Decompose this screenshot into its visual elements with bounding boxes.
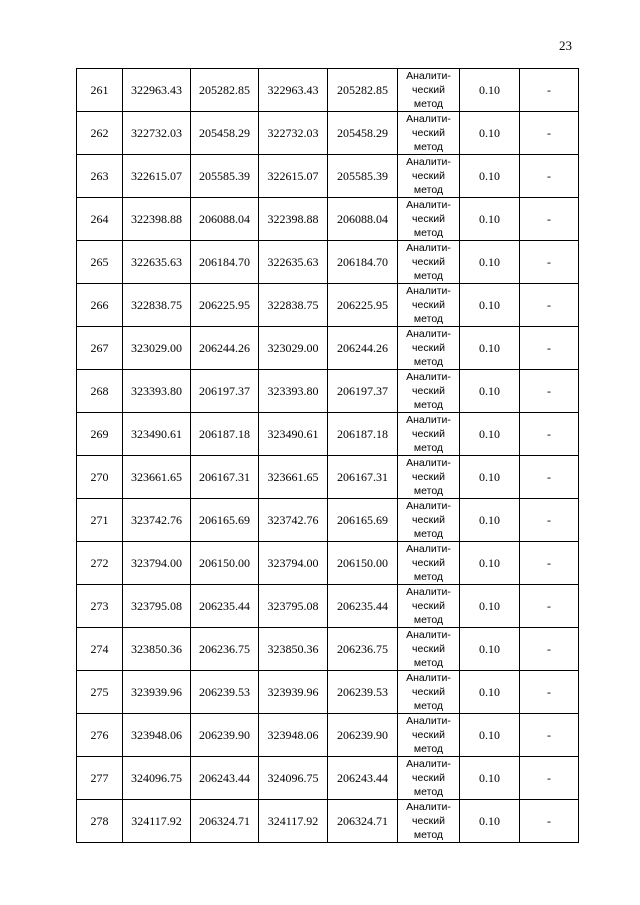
note-cell: -	[520, 284, 579, 327]
x-existing-cell: 322963.43	[123, 69, 191, 112]
y-refined-cell: 206197.37	[328, 370, 398, 413]
method-text-line: Аналити-	[406, 414, 451, 426]
note-cell: -	[520, 112, 579, 155]
table-row	[77, 499, 579, 542]
note-cell: -	[520, 413, 579, 456]
method-cell	[398, 241, 460, 284]
table-body	[77, 69, 579, 843]
method-text-line: Аналити-	[406, 801, 451, 813]
y-refined-cell: 205585.39	[328, 155, 398, 198]
method-text-line: ческий	[412, 600, 445, 612]
accuracy-cell: 0.10	[460, 370, 520, 413]
note-cell: -	[520, 69, 579, 112]
method-text-line: ческий	[412, 385, 445, 397]
note-cell: -	[520, 542, 579, 585]
x-existing-cell: 323393.80	[123, 370, 191, 413]
table-row	[77, 284, 579, 327]
x-existing-cell: 322615.07	[123, 155, 191, 198]
x-refined-cell: 323795.08	[259, 585, 328, 628]
table-row	[77, 241, 579, 284]
method-text-line: Аналити-	[406, 457, 451, 469]
x-existing-cell: 322635.63	[123, 241, 191, 284]
x-existing-cell: 323948.06	[123, 714, 191, 757]
point-number-cell: 271	[77, 499, 123, 542]
y-refined-cell: 206324.71	[328, 800, 398, 843]
note-cell: -	[520, 155, 579, 198]
method-text-line: Аналити-	[406, 199, 451, 211]
method-text-line: ческий	[412, 471, 445, 483]
method-text-line: Аналити-	[406, 156, 451, 168]
method-text-line: Аналити-	[406, 500, 451, 512]
x-existing-cell: 323029.00	[123, 327, 191, 370]
table-row	[77, 757, 579, 800]
y-refined-cell: 206235.44	[328, 585, 398, 628]
method-text-line: метод	[413, 399, 444, 411]
table-row	[77, 800, 579, 843]
method-text-line: ческий	[412, 84, 445, 96]
method-text-line: ческий	[412, 428, 445, 440]
accuracy-cell: 0.10	[460, 499, 520, 542]
x-refined-cell: 322732.03	[259, 112, 328, 155]
table-row	[77, 198, 579, 241]
method-text-line: ческий	[412, 557, 445, 569]
table-row	[77, 671, 579, 714]
y-existing-cell: 206150.00	[191, 542, 259, 585]
y-refined-cell: 205458.29	[328, 112, 398, 155]
method-text-line: ческий	[412, 729, 445, 741]
x-refined-cell: 323742.76	[259, 499, 328, 542]
table-row	[77, 456, 579, 499]
accuracy-cell: 0.10	[460, 542, 520, 585]
x-refined-cell: 323948.06	[259, 714, 328, 757]
accuracy-cell: 0.10	[460, 714, 520, 757]
x-existing-cell: 323939.96	[123, 671, 191, 714]
method-text-line: метод	[413, 829, 444, 841]
note-cell: -	[520, 800, 579, 843]
point-number-cell: 262	[77, 112, 123, 155]
method-text-line: метод	[413, 657, 444, 669]
accuracy-cell: 0.10	[460, 413, 520, 456]
method-cell	[398, 714, 460, 757]
method-cell	[398, 456, 460, 499]
table-row	[77, 413, 579, 456]
point-number-cell: 275	[77, 671, 123, 714]
table-row	[77, 327, 579, 370]
x-existing-cell: 324117.92	[123, 800, 191, 843]
table-row	[77, 542, 579, 585]
method-text-line: метод	[413, 614, 444, 626]
y-existing-cell: 206324.71	[191, 800, 259, 843]
note-cell: -	[520, 198, 579, 241]
method-cell	[398, 628, 460, 671]
y-refined-cell: 206184.70	[328, 241, 398, 284]
method-text-line: ческий	[412, 342, 445, 354]
method-text-line: Аналити-	[406, 543, 451, 555]
x-existing-cell: 323794.00	[123, 542, 191, 585]
y-existing-cell: 206235.44	[191, 585, 259, 628]
point-number-cell: 264	[77, 198, 123, 241]
x-refined-cell: 323661.65	[259, 456, 328, 499]
method-text-line: Аналити-	[406, 758, 451, 770]
point-number-cell: 272	[77, 542, 123, 585]
accuracy-cell: 0.10	[460, 671, 520, 714]
method-text-line: ческий	[412, 213, 445, 225]
y-refined-cell: 206088.04	[328, 198, 398, 241]
y-refined-cell: 205282.85	[328, 69, 398, 112]
y-existing-cell: 206243.44	[191, 757, 259, 800]
x-refined-cell: 324117.92	[259, 800, 328, 843]
y-existing-cell: 206244.26	[191, 327, 259, 370]
page-number: 23	[559, 38, 572, 53]
y-existing-cell: 206187.18	[191, 413, 259, 456]
x-refined-cell: 323490.61	[259, 413, 328, 456]
method-cell	[398, 757, 460, 800]
method-cell	[398, 585, 460, 628]
method-text-line: метод	[413, 227, 444, 239]
method-text-line: метод	[413, 313, 444, 325]
method-cell	[398, 499, 460, 542]
point-number-cell: 277	[77, 757, 123, 800]
method-cell	[398, 800, 460, 843]
method-text-line: метод	[413, 786, 444, 798]
note-cell: -	[520, 585, 579, 628]
accuracy-cell: 0.10	[460, 155, 520, 198]
point-number-cell: 278	[77, 800, 123, 843]
method-text-line: ческий	[412, 299, 445, 311]
point-number-cell: 261	[77, 69, 123, 112]
method-text-line: метод	[413, 442, 444, 454]
y-existing-cell: 206239.53	[191, 671, 259, 714]
y-refined-cell: 206239.90	[328, 714, 398, 757]
method-text-line: метод	[413, 485, 444, 497]
accuracy-cell: 0.10	[460, 585, 520, 628]
method-cell	[398, 198, 460, 241]
note-cell: -	[520, 241, 579, 284]
point-number-cell: 269	[77, 413, 123, 456]
x-refined-cell: 322615.07	[259, 155, 328, 198]
accuracy-cell: 0.10	[460, 112, 520, 155]
accuracy-cell: 0.10	[460, 284, 520, 327]
method-cell	[398, 542, 460, 585]
table-row	[77, 112, 579, 155]
method-cell	[398, 155, 460, 198]
coordinates-table	[76, 68, 579, 843]
x-refined-cell: 323850.36	[259, 628, 328, 671]
x-existing-cell: 322732.03	[123, 112, 191, 155]
method-text-line: Аналити-	[406, 328, 451, 340]
note-cell: -	[520, 628, 579, 671]
method-text-line: Аналити-	[406, 113, 451, 125]
point-number-cell: 274	[77, 628, 123, 671]
point-number-cell: 267	[77, 327, 123, 370]
method-text-line: Аналити-	[406, 715, 451, 727]
table-row	[77, 628, 579, 671]
x-refined-cell: 323939.96	[259, 671, 328, 714]
method-text-line: метод	[413, 528, 444, 540]
accuracy-cell: 0.10	[460, 69, 520, 112]
point-number-cell: 263	[77, 155, 123, 198]
method-cell	[398, 327, 460, 370]
method-text-line: метод	[413, 184, 444, 196]
method-text-line: ческий	[412, 170, 445, 182]
method-text-line: метод	[413, 571, 444, 583]
x-existing-cell: 323795.08	[123, 585, 191, 628]
x-existing-cell: 322398.88	[123, 198, 191, 241]
y-refined-cell: 206236.75	[328, 628, 398, 671]
accuracy-cell: 0.10	[460, 628, 520, 671]
point-number-cell: 265	[77, 241, 123, 284]
method-text-line: метод	[413, 141, 444, 153]
table-row	[77, 370, 579, 413]
table-row	[77, 69, 579, 112]
method-text-line: ческий	[412, 643, 445, 655]
point-number-cell: 266	[77, 284, 123, 327]
method-cell	[398, 413, 460, 456]
y-refined-cell: 206187.18	[328, 413, 398, 456]
note-cell: -	[520, 456, 579, 499]
note-cell: -	[520, 370, 579, 413]
method-text-line: ческий	[412, 686, 445, 698]
y-existing-cell: 205458.29	[191, 112, 259, 155]
method-cell	[398, 671, 460, 714]
y-existing-cell: 206184.70	[191, 241, 259, 284]
method-cell	[398, 284, 460, 327]
y-refined-cell: 206150.00	[328, 542, 398, 585]
y-existing-cell: 206225.95	[191, 284, 259, 327]
method-text-line: ческий	[412, 815, 445, 827]
note-cell: -	[520, 671, 579, 714]
table-row	[77, 155, 579, 198]
method-text-line: метод	[413, 743, 444, 755]
y-existing-cell: 206088.04	[191, 198, 259, 241]
note-cell: -	[520, 757, 579, 800]
x-existing-cell: 323490.61	[123, 413, 191, 456]
x-refined-cell: 323393.80	[259, 370, 328, 413]
x-existing-cell: 323742.76	[123, 499, 191, 542]
point-number-cell: 268	[77, 370, 123, 413]
method-text-line: Аналити-	[406, 586, 451, 598]
x-refined-cell: 323029.00	[259, 327, 328, 370]
method-text-line: Аналити-	[406, 371, 451, 383]
x-existing-cell: 322838.75	[123, 284, 191, 327]
y-existing-cell: 205585.39	[191, 155, 259, 198]
y-existing-cell: 206239.90	[191, 714, 259, 757]
accuracy-cell: 0.10	[460, 327, 520, 370]
method-text-line: метод	[413, 98, 444, 110]
point-number-cell: 276	[77, 714, 123, 757]
method-text-line: ческий	[412, 772, 445, 784]
y-refined-cell: 206165.69	[328, 499, 398, 542]
y-refined-cell: 206167.31	[328, 456, 398, 499]
method-cell	[398, 370, 460, 413]
method-cell	[398, 112, 460, 155]
x-refined-cell: 322635.63	[259, 241, 328, 284]
table-row	[77, 714, 579, 757]
x-refined-cell: 324096.75	[259, 757, 328, 800]
accuracy-cell: 0.10	[460, 198, 520, 241]
method-text-line: ческий	[412, 256, 445, 268]
method-text-line: метод	[413, 700, 444, 712]
accuracy-cell: 0.10	[460, 241, 520, 284]
method-text-line: ческий	[412, 514, 445, 526]
table-row	[77, 585, 579, 628]
method-text-line: Аналити-	[406, 285, 451, 297]
method-text-line: Аналити-	[406, 242, 451, 254]
y-existing-cell: 206165.69	[191, 499, 259, 542]
y-refined-cell: 206225.95	[328, 284, 398, 327]
x-refined-cell: 323794.00	[259, 542, 328, 585]
y-refined-cell: 206239.53	[328, 671, 398, 714]
x-refined-cell: 322963.43	[259, 69, 328, 112]
note-cell: -	[520, 499, 579, 542]
note-cell: -	[520, 714, 579, 757]
method-text-line: Аналити-	[406, 70, 451, 82]
point-number-cell: 273	[77, 585, 123, 628]
point-number-cell: 270	[77, 456, 123, 499]
accuracy-cell: 0.10	[460, 800, 520, 843]
method-cell	[398, 69, 460, 112]
x-existing-cell: 323661.65	[123, 456, 191, 499]
y-refined-cell: 206243.44	[328, 757, 398, 800]
note-cell: -	[520, 327, 579, 370]
accuracy-cell: 0.10	[460, 757, 520, 800]
method-text-line: метод	[413, 270, 444, 282]
y-existing-cell: 205282.85	[191, 69, 259, 112]
y-existing-cell: 206236.75	[191, 628, 259, 671]
method-text-line: ческий	[412, 127, 445, 139]
x-existing-cell: 323850.36	[123, 628, 191, 671]
x-refined-cell: 322838.75	[259, 284, 328, 327]
x-refined-cell: 322398.88	[259, 198, 328, 241]
x-existing-cell: 324096.75	[123, 757, 191, 800]
y-refined-cell: 206244.26	[328, 327, 398, 370]
y-existing-cell: 206197.37	[191, 370, 259, 413]
y-existing-cell: 206167.31	[191, 456, 259, 499]
accuracy-cell: 0.10	[460, 456, 520, 499]
method-text-line: Аналити-	[406, 672, 451, 684]
method-text-line: метод	[413, 356, 444, 368]
method-text-line: Аналити-	[406, 629, 451, 641]
